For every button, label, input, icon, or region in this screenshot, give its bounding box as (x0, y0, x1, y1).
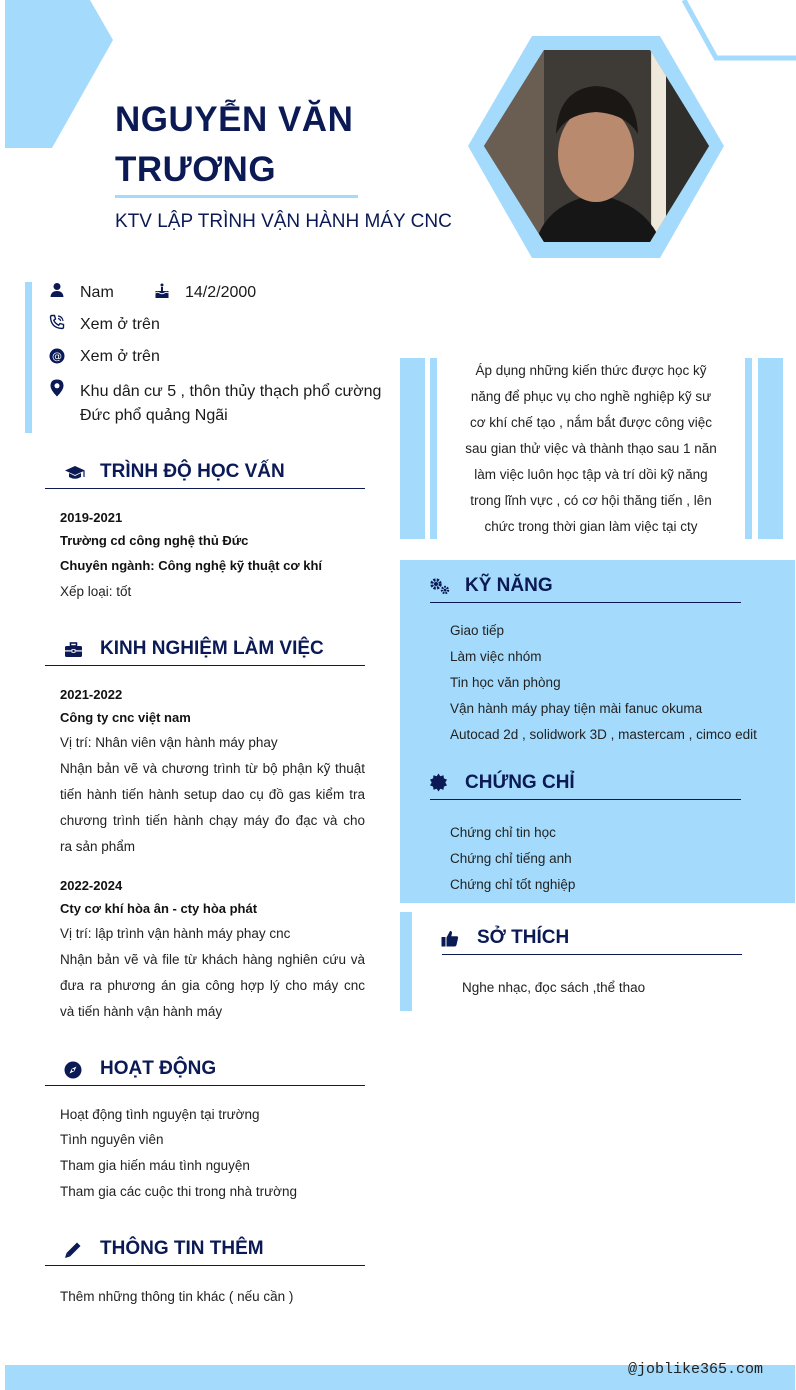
job-1-desc-line: chương trình tiến hành chạy máy đo đạc và cho (60, 813, 365, 828)
profile-photo-frame (466, 34, 726, 260)
name-line-2: TRƯƠNG (115, 150, 277, 189)
skill-item: Autocad 2d , solidwork 3D , mastercam , cimco edit (450, 727, 757, 742)
additional-text: Thêm những thông tin khác ( nếu cần ) (60, 1289, 294, 1304)
person-icon (49, 282, 65, 298)
job-2-company: Cty cơ khí hòa ân - cty hòa phát (60, 901, 258, 916)
job-2-position: Vị trí: lập trình vận hành máy phay cnc (60, 926, 291, 941)
additional-title: THÔNG TIN THÊM (100, 1238, 264, 1259)
hobbies-divider (442, 954, 742, 955)
graduation-cap-icon (64, 465, 86, 481)
objective-bar-right-thin (745, 358, 752, 539)
skills-title: KỸ NĂNG (465, 575, 553, 596)
job-2-desc-line: Nhận bản vẽ và file từ khách hàng nghiên cứu và (60, 952, 365, 967)
name-line-1: NGUYỄN VĂN (115, 100, 354, 139)
objective-line: làm việc luôn học tập và trí dồi kỹ năng (474, 467, 708, 482)
objective-bar-left-thin (430, 358, 437, 539)
education-divider (45, 488, 365, 489)
job-1-desc-line: ra sản phẩm (60, 839, 136, 854)
candidate-name (115, 95, 455, 195)
activity-item: Tham gia hiến máu tình nguyện (60, 1158, 250, 1173)
activity-item: Hoạt động tình nguyện tại trường (60, 1107, 260, 1122)
skill-item: Giao tiếp (450, 623, 505, 638)
objective-line: sau gian thử việc và thành thạo sau 1 năn (465, 441, 717, 456)
address-value (80, 380, 381, 428)
objective-bar-right-wide (758, 358, 783, 539)
birthday-cake-icon (154, 283, 170, 299)
skills-divider (430, 602, 741, 603)
gender-value: Nam (80, 284, 114, 301)
skill-item: Tin học văn phòng (450, 675, 561, 690)
name-underline (115, 195, 358, 198)
objective-line: Áp dụng những kiến thức được học kỹ (475, 363, 707, 378)
job-1-desc-line: tiến hành tiến hành setup dao cụ đồ gas kiểm tra (60, 787, 365, 802)
hobbies-accent-bar (400, 912, 412, 1011)
education-title: TRÌNH ĐỘ HỌC VẤN (100, 461, 285, 482)
certificate-item: Chứng chỉ tin học (450, 825, 556, 840)
activity-item: Tình nguyên viên (60, 1132, 164, 1147)
activities-title: HOẠT ĐỘNG (100, 1058, 217, 1079)
briefcase-icon (64, 642, 83, 658)
certificate-badge-icon (429, 773, 448, 792)
objective-line: trong lĩnh vực , có cơ hội thăng tiến , lên (470, 493, 712, 508)
phone-value: Xem ở trên (80, 316, 160, 333)
location-pin-icon (49, 379, 65, 397)
career-objective (455, 358, 727, 540)
job-2-desc-line: và tiến hành vận hành máy (60, 1004, 223, 1019)
activities-divider (45, 1085, 365, 1086)
objective-line: cơ khí chế tạo , nắm bắt được công việc (469, 415, 713, 430)
skill-item: Làm việc nhóm (450, 649, 542, 664)
hobbies-title: SỞ THÍCH (477, 927, 570, 948)
education-grade: Xếp loại: tốt (60, 584, 132, 599)
certificate-item: Chứng chỉ tốt nghiệp (450, 877, 576, 892)
phone-icon (49, 314, 65, 330)
address-line-1: Khu dân cư 5 , thôn thủy thạch phổ cường (80, 383, 382, 400)
activity-item: Tham gia các cuộc thi trong nhà trường (60, 1184, 298, 1199)
cogs-icon (429, 577, 451, 595)
email-value: Xem ở trên (80, 348, 160, 365)
job-2-description (60, 947, 365, 1025)
objective-line: chức trong thời gian làm việc tại cty (484, 519, 698, 534)
certificates-divider (430, 799, 741, 800)
certificates-title: CHỨNG CHỈ (465, 772, 575, 793)
job-1-description (60, 756, 365, 860)
experience-divider (45, 665, 365, 666)
job-1-company: Công ty cnc việt nam (60, 710, 191, 725)
experience-title: KINH NGHIỆM LÀM VIỆC (100, 638, 324, 659)
job-1-desc-line: Nhận bản vẽ và chương trình từ bộ phận kỹ thuật (60, 761, 365, 776)
job-1-position: Vị trí: Nhân viên vận hành máy phay (60, 735, 278, 750)
education-major: Chuyên ngành: Công nghệ kỹ thuật cơ khí (60, 558, 323, 573)
email-at-icon (49, 348, 65, 364)
education-school: Trường cd công nghệ thủ Đức (60, 533, 249, 548)
education-period: 2019-2021 (60, 510, 123, 525)
job-2-desc-line: đưa ra phương án gia công hợp lý cho máy cnc (60, 978, 365, 993)
hobbies-text: Nghe nhạc, đọc sách ,thể thao (462, 980, 646, 995)
objective-bar-left-wide (400, 358, 425, 539)
job-title: KTV LẬP TRÌNH VẬN HÀNH MÁY CNC (115, 211, 452, 232)
skill-item: Vận hành máy phay tiện mài fanuc okuma (450, 701, 703, 716)
footer-watermark: @joblike365.com (628, 1361, 764, 1378)
additional-divider (45, 1265, 365, 1266)
thumbs-up-icon (441, 930, 459, 947)
decor-hexagon-topleft (0, 0, 120, 150)
pencil-icon (64, 1241, 82, 1259)
birthday-value: 14/2/2000 (185, 284, 257, 301)
svg-text:@: @ (52, 351, 62, 363)
certificate-item: Chứng chỉ tiếng anh (450, 851, 572, 866)
objective-line: năng để phục vụ cho nghề nghiệp kỹ sư (470, 389, 712, 404)
job-2-period: 2022-2024 (60, 878, 123, 893)
contact-accent-bar (25, 282, 32, 433)
address-line-2: Đức phổ quảng Ngãi (80, 407, 228, 424)
job-1-period: 2021-2022 (60, 687, 123, 702)
compass-icon (64, 1061, 82, 1079)
